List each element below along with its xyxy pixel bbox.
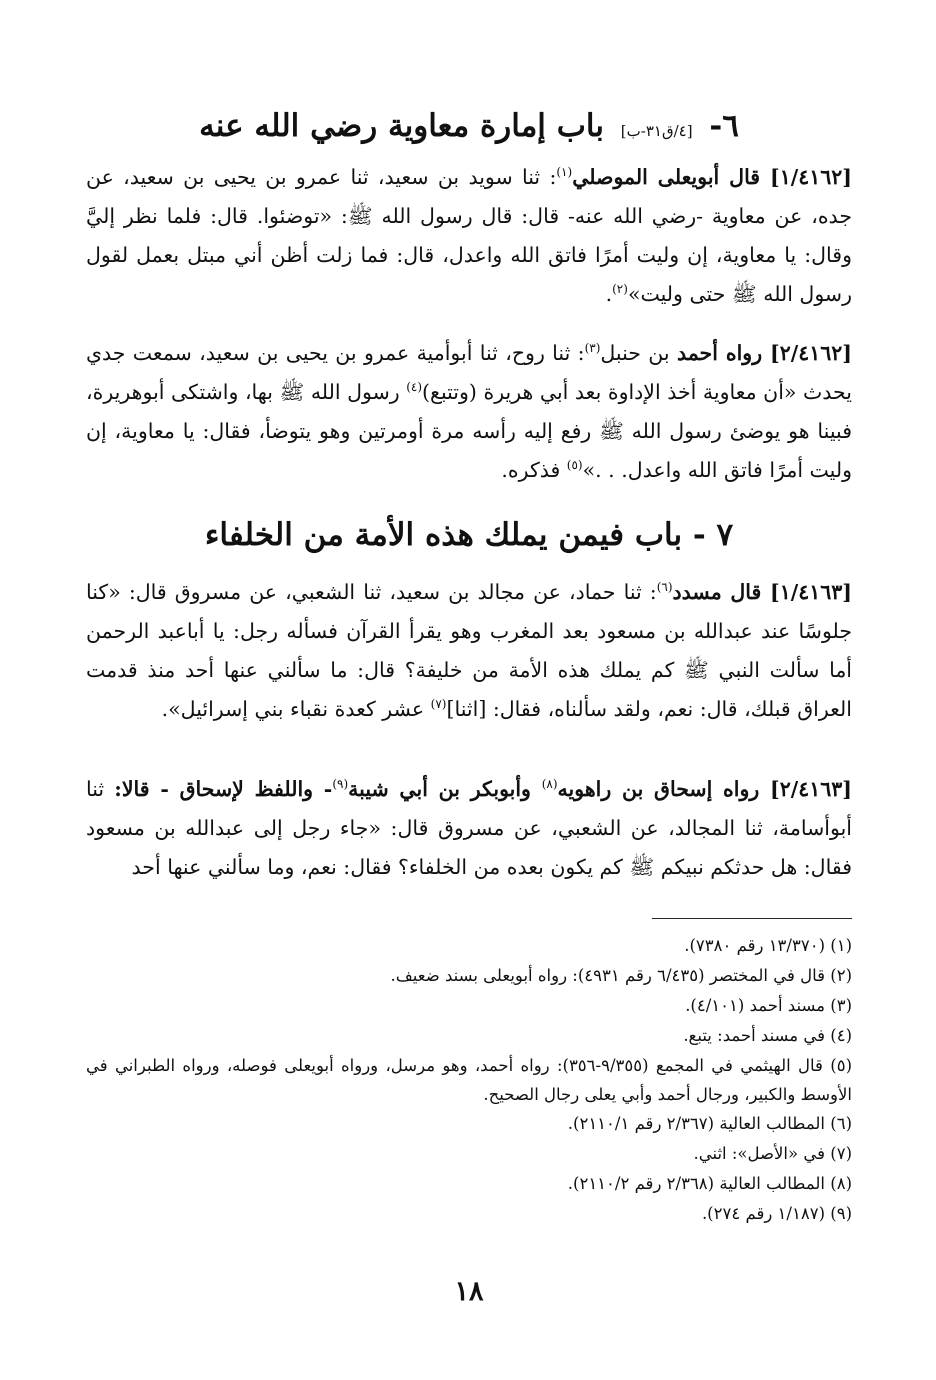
document-page [86, 0, 852, 1380]
footnote-6: (٦) المطالب العالية (٢/٣٦٧ رقم ٢١١٠/١). [567, 1114, 852, 1133]
hadith-text-end: عشر كعدة نقباء بني إسرائيل». [161, 697, 431, 721]
footnote-4: (٤) في مسند أحمد: يتبع. [683, 1026, 852, 1045]
footnote-ref: (٨) [541, 777, 558, 792]
hadith-reference-2: وأبوبكر بن أبي شيبة [348, 777, 542, 801]
hadith-4163-1 [86, 573, 852, 729]
section-6-title: باب إمارة معاوية رضي الله عنه [199, 108, 604, 144]
footnotes [86, 931, 852, 1229]
footnote-ref: (٤) [406, 380, 423, 395]
footnote-9: (٩) (١/١٨٧ رقم ٢٧٤). [701, 1204, 852, 1223]
footnote-3: (٣) مسند أحمد (٤/١٠١). [685, 996, 852, 1015]
hadith-text: : ثنا سويد بن سعيد، ثنا عمرو بن يحيى بن سعيد، عن جده، عن معاوية -رضي الله عنه- قال: قال رسول الله ﷺ: «توضئوا. قال: فلما نظر إليَّ وقال: يا معاوية، إن وليت أمرًا فاتق الله واعدل، قال: فما زلت أظن أني مبتل بعمل لقول رسول الله ﷺ حتى وليت» [86, 165, 852, 306]
hadith-reference-rest: بن حنبل [600, 341, 677, 365]
footnote-2: (٢) قال في المختصر (٦/٤٣٥ رقم ٤٩٣١): رواه أبويعلى بسند ضعيف. [390, 966, 852, 985]
page-number: ١٨ [454, 1276, 484, 1307]
footnote-separator [652, 918, 852, 919]
hadith-reference: [١/٤١٦٣] قال مسدد [672, 580, 852, 604]
hadith-text-cont: رسول الله ﷺ بها، واشتكى أبوهريرة، فبينا هو يوضئ رسول الله ﷺ رفع إليه رأسه مرة أومرتين وهو يتوضأ، فقال: يا معاوية، إن وليت أمرًا فاتق الله واعدل. . .» [86, 380, 852, 482]
hadith-text: : ثنا حماد، عن مجالد بن سعيد، ثنا الشعبي، عن مسروق قال: «كنا جلوسًا عند عبدالله بن مسعود بعد المغرب وهو يقرأ القرآن فسأله رجل: يا أباعبد الرحمن أما سألت النبي ﷺ كم يملك هذه الأمة من خليفة؟ قال: ما سألني عنها أحد منذ قدمت العراق قبلك، قال: نعم، ولقد سألناه، فقال: [اثنا] [86, 580, 852, 721]
footnote-8: (٨) المطالب العالية (٢/٣٦٨ رقم ٢١١٠/٢). [567, 1174, 852, 1193]
section-6-number: ٦- [709, 108, 739, 144]
footnote-ref: (٧) [430, 697, 447, 712]
footnote-ref: (٣) [584, 341, 601, 356]
section-6-heading [86, 108, 852, 144]
hadith-reference-3: - واللفظ لإسحاق - قالا: [114, 777, 333, 801]
footnote-ref: (١) [556, 165, 573, 180]
footnote-ref: (٢) [612, 282, 628, 297]
hadith-4162-2 [86, 334, 852, 490]
hadith-reference: [٢/٤١٦٢] رواه أحمد [676, 341, 852, 365]
footnote-5: (٥) قال الهيثمي في المجمع (٩/٣٥٥-٣٥٦): رواه أحمد، وهو مرسل، ورواه أبويعلى فوصله، ورواه الطبراني في الأوسط والكبير، ورجال أحمد وأبي يعلى رجال الصحيح. [86, 1056, 852, 1104]
footnote-1: (١) (١٣/٣٧٠ رقم ٧٣٨٠). [684, 936, 852, 955]
hadith-text-end: . [605, 282, 613, 306]
footnote-ref: (٩) [332, 777, 349, 792]
section-7-heading: ٧ - باب فيمن يملك هذه الأمة من الخلفاء [204, 517, 734, 553]
hadith-4163-2 [86, 770, 852, 887]
footnote-ref: (٦) [656, 580, 673, 595]
hadith-text: : ثنا روح، ثنا أبوأمية عمرو بن يحيى بن سعيد، سمعت جدي يحدث «أن معاوية أخذ الإداوة بعد أبي هريرة (وتتبع) [86, 341, 852, 404]
hadith-text: ثنا أبوأسامة، ثنا المجالد، عن الشعبي، عن مسروق قال: «جاء رجل إلى عبدالله بن مسعود فقال: هل حدثكم نبيكم ﷺ كم يكون بعده من الخلفاء؟ فقال: نعم، وما سألني عنها أحد [86, 777, 852, 879]
footnote-7: (٧) في «الأصل»: اثني. [693, 1144, 852, 1163]
hadith-4162-1 [86, 158, 852, 314]
hadith-text-end: فذكره. [501, 458, 567, 482]
manuscript-locator: [٤/ق٣١-ب] [620, 122, 693, 140]
footnote-ref: (٥) [566, 458, 583, 473]
hadith-reference: [١/٤١٦٢] قال أبويعلى الموصلي [572, 165, 852, 189]
hadith-reference: [٢/٤١٦٣] رواه إسحاق بن راهويه [557, 777, 852, 801]
